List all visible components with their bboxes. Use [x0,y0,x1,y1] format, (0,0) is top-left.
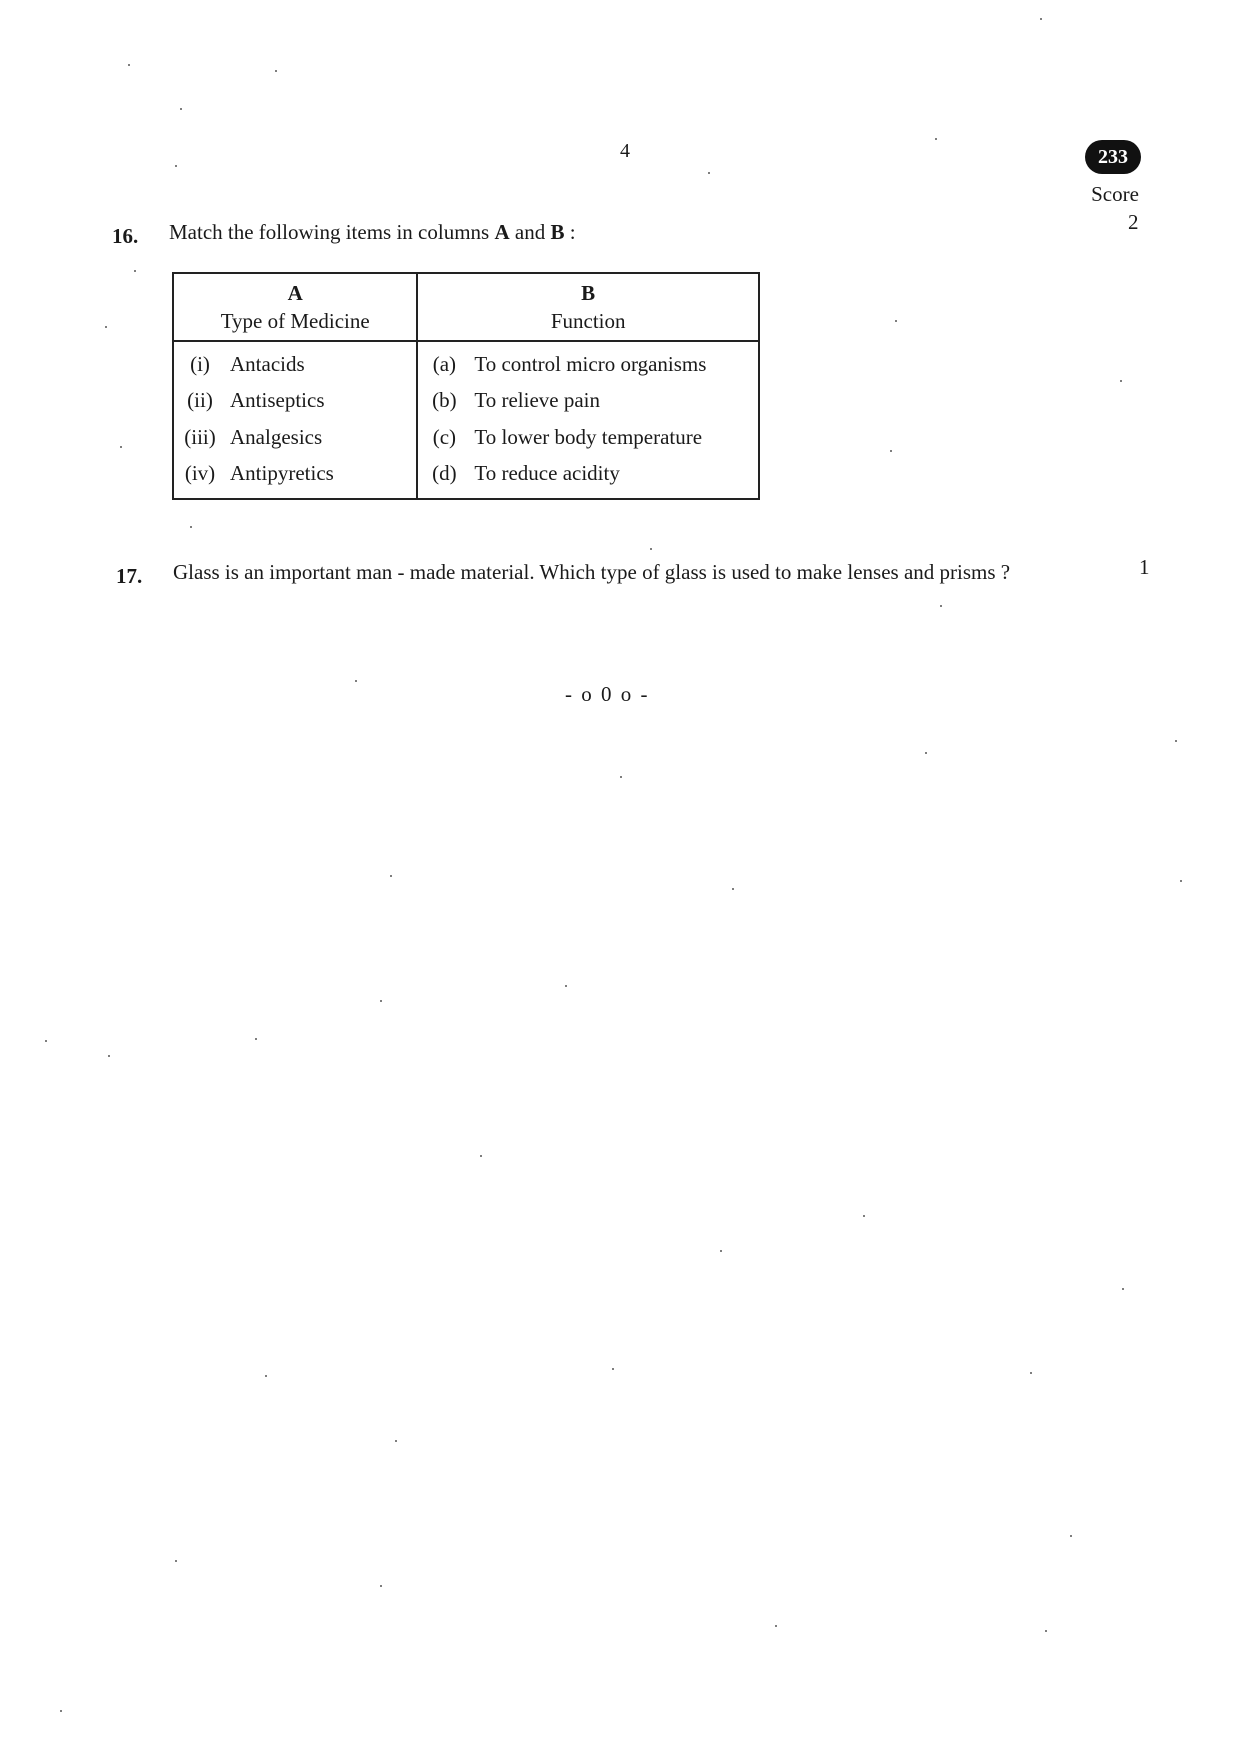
item-text: To relieve pain [474,388,601,413]
item-text: To reduce acidity [474,461,620,486]
question-16-text [169,220,576,245]
column-b-title: Function [550,309,626,333]
list-item [174,383,416,420]
item-text: Antiseptics [230,388,325,413]
list-item [418,456,758,493]
item-label: (b) [432,388,457,413]
column-b-reference: B [550,220,565,244]
item-text: Antipyretics [230,461,334,486]
item-text: To lower body temperature [474,424,703,449]
column-b-letter: B [581,281,596,305]
column-a-items [173,341,417,499]
item-text: To control micro organisms [474,351,707,376]
item-label: (i) [190,351,210,376]
column-b-items [417,341,759,499]
column-a-title: Type of Medicine [220,309,370,333]
match-table [172,272,760,500]
end-of-paper-mark: - o 0 o - [565,682,650,706]
list-item [418,383,758,420]
question-17-number: 17. [116,564,143,588]
item-text: Antacids [230,351,305,376]
item-label: (iii) [184,424,216,449]
list-item [418,346,758,383]
question-16-text-and: and [509,220,551,244]
paper-code-badge: 233 [1085,140,1141,174]
column-b-header [417,273,759,341]
column-a-letter: A [287,281,303,305]
item-label: (d) [432,461,457,486]
item-label: (a) [432,351,457,376]
question-16-text-after: : [564,220,576,244]
list-item [174,419,416,456]
list-item [418,419,758,456]
item-label: (iv) [184,461,216,486]
score-column-label: Score [1091,182,1139,206]
page-number: 4 [620,140,630,162]
question-16-score: 2 [1128,210,1139,234]
list-item [174,346,416,383]
item-text: Analgesics [230,424,323,449]
item-label: (ii) [187,388,213,413]
column-a-header [173,273,417,341]
question-17-score: 1 [1139,555,1150,579]
question-16-text-before: Match the following items in columns [169,220,495,244]
column-a-reference: A [494,220,510,244]
list-item [174,456,416,493]
question-17-text: Glass is an important man - made material. Which type of glass is used to make lenses and prisms ? [173,560,1011,584]
question-16-number: 16. [112,224,139,248]
item-label: (c) [432,424,457,449]
